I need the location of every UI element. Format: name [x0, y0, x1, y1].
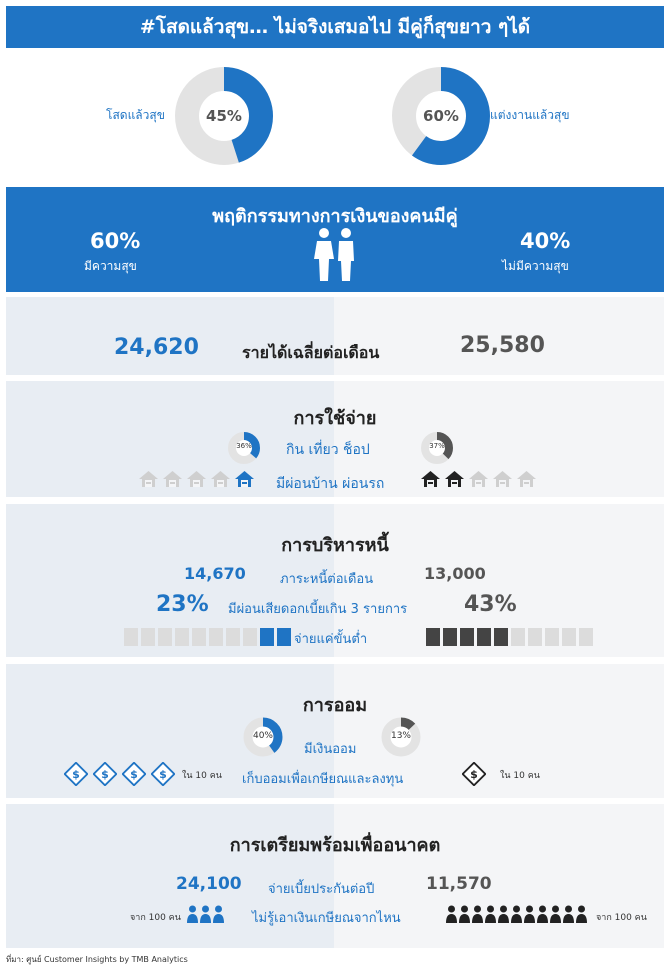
debt-bar-icon: [511, 628, 525, 646]
house-car-icon: [210, 470, 231, 492]
happiness-section: [6, 50, 664, 182]
svg-text:$: $: [72, 768, 80, 781]
unhappy-percent: 40%: [520, 229, 571, 253]
svg-text:$: $: [130, 768, 138, 781]
debt-interest-left: 23%: [156, 592, 209, 617]
svg-text:$: $: [470, 768, 478, 781]
debt-bar-icon: [243, 628, 257, 646]
houses-left: [138, 470, 255, 492]
spending-row2-label: มีผ่อนบ้าน ผ่อนรถ: [276, 476, 385, 492]
debt-interest-label: มีผ่อนเสียดอกเบี้ยเกิน 3 รายการ: [228, 602, 408, 617]
debt-bar-icon: [175, 628, 189, 646]
spending-right-pct: 37%: [429, 442, 445, 450]
people-icons-left: [187, 905, 224, 927]
house-car-icon: [444, 470, 465, 492]
debt-bar-icon: [158, 628, 172, 646]
money-icons-right: [462, 762, 486, 790]
house-car-icon: [138, 470, 159, 492]
saving-has-label: มีเงินออม: [304, 742, 357, 757]
happy-label: มีความสุข: [84, 259, 137, 273]
married-happy-label: แต่งงานแล้วสุข: [490, 108, 570, 122]
debt-monthly-left: 14,670: [184, 564, 246, 583]
saving-title: การออม: [302, 695, 368, 716]
spending-left-pct: 36%: [236, 442, 252, 450]
person-icon: [550, 905, 561, 927]
income-right-value: 25,580: [460, 333, 545, 358]
header-title: #โสดแล้วสุข… ไม่จริงเสมอไป มีคู่ก็สุขยาว ๆได้: [139, 16, 531, 38]
saving-left-note: ใน 10 คน: [182, 771, 222, 781]
single-happy-label: โสดแล้วสุข: [106, 108, 165, 122]
houses-right: [420, 470, 537, 492]
spending-panel: [6, 381, 664, 497]
house-car-icon: [492, 470, 513, 492]
money-icon: [151, 762, 175, 790]
debt-bar-icon: [260, 628, 274, 646]
debt-bar-icon: [477, 628, 491, 646]
saving-left-pct: 40%: [252, 731, 273, 741]
debt-bar-icon: [460, 628, 474, 646]
person-icon: [563, 905, 574, 927]
future-right-note: จาก 100 คน: [596, 913, 647, 923]
person-icon: [446, 905, 457, 927]
debt-bar-icon: [277, 628, 291, 646]
future-insurance-right: 11,570: [426, 874, 492, 894]
debt-bar-icon: [579, 628, 593, 646]
person-icon: [524, 905, 535, 927]
svg-text:$: $: [101, 768, 109, 781]
min-pay-bars-right: [426, 628, 593, 646]
person-icon: [213, 905, 224, 927]
house-car-icon: [234, 470, 255, 492]
house-car-icon: [162, 470, 183, 492]
debt-monthly-label: ภาระหนี้ต่อเดือน: [280, 572, 374, 587]
behavior-title: พฤติกรรมทางการเงินของคนมีคู่: [212, 206, 458, 227]
spending-row1-label: กิน เที่ยว ช็อป: [286, 442, 370, 458]
person-icon: [472, 905, 483, 927]
min-pay-bars-left: [124, 628, 291, 646]
future-left-note: จาก 100 คน: [130, 913, 181, 923]
people-icons-right: [446, 905, 587, 927]
debt-bar-icon: [494, 628, 508, 646]
unhappy-label: ไม่มีความสุข: [502, 259, 569, 273]
house-car-icon: [420, 470, 441, 492]
money-icon: [462, 762, 486, 790]
saving-invest-label: เก็บออมเพื่อเกษียณและลงทุน: [242, 772, 404, 787]
married-percent: 60%: [423, 107, 459, 125]
debt-bar-icon: [443, 628, 457, 646]
spending-title: การใช้จ่าย: [293, 408, 377, 429]
person-icon: [200, 905, 211, 927]
debt-bar-icon: [562, 628, 576, 646]
behavior-banner: [6, 187, 664, 292]
future-insurance-left: 24,100: [176, 874, 242, 894]
header-banner: [6, 6, 664, 48]
income-label: รายได้เฉลี่ยต่อเดือน: [242, 343, 380, 362]
debt-bar-icon: [226, 628, 240, 646]
person-icon: [576, 905, 587, 927]
person-icon: [187, 905, 198, 927]
future-retire-label: ไม่รู้เอาเงินเกษียณจากไหน: [252, 911, 401, 926]
person-icon: [498, 905, 509, 927]
person-icon: [485, 905, 496, 927]
money-icon: [122, 762, 146, 790]
debt-bar-icon: [124, 628, 138, 646]
single-percent: 45%: [206, 107, 242, 125]
house-car-icon: [468, 470, 489, 492]
saving-panel: [6, 664, 664, 798]
money-icon: [93, 762, 117, 790]
debt-bar-icon: [192, 628, 206, 646]
debt-bar-icon: [141, 628, 155, 646]
debt-monthly-right: 13,000: [424, 564, 486, 583]
svg-text:$: $: [159, 768, 167, 781]
person-icon: [459, 905, 470, 927]
future-insurance-label: จ่ายเบี้ยประกันต่อปี: [268, 882, 375, 897]
money-icons-left: [64, 762, 175, 790]
saving-right-note: ใน 10 คน: [500, 771, 540, 781]
debt-bar-icon: [426, 628, 440, 646]
debt-panel: [6, 504, 664, 657]
debt-interest-right: 43%: [464, 592, 517, 617]
debt-bar-icon: [209, 628, 223, 646]
future-panel: [6, 804, 664, 948]
debt-min-pay-label: จ่ายแค่ขั้นต่ำ: [294, 632, 368, 647]
debt-bar-icon: [545, 628, 559, 646]
person-icon: [511, 905, 522, 927]
income-left-value: 24,620: [114, 335, 199, 360]
person-icon: [537, 905, 548, 927]
debt-bar-icon: [528, 628, 542, 646]
house-car-icon: [186, 470, 207, 492]
footer-source: ที่มา: ศูนย์ Customer Insights by TMB Analytics: [6, 955, 188, 964]
income-panel: [6, 297, 664, 375]
saving-right-pct: 13%: [390, 731, 411, 741]
debt-title: การบริหารหนี้: [281, 535, 389, 556]
happy-percent: 60%: [90, 229, 141, 253]
couple-icon: [312, 227, 358, 283]
money-icon: [64, 762, 88, 790]
future-title: การเตรียมพร้อมเพื่ออนาคต: [229, 835, 441, 856]
house-car-icon: [516, 470, 537, 492]
